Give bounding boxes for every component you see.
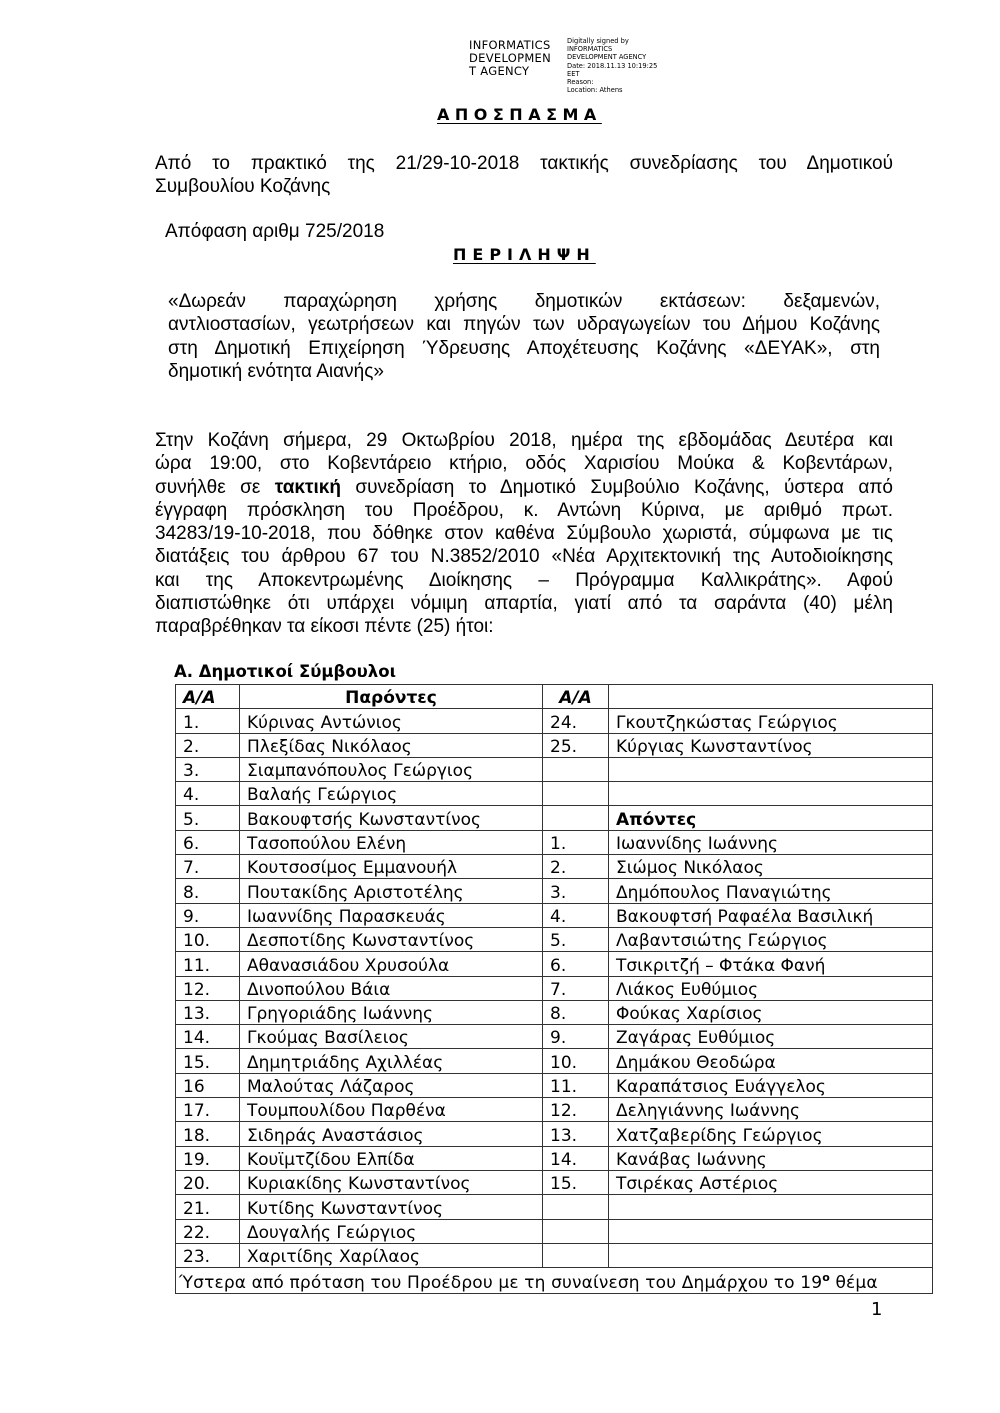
signature-meta-line: INFORMATICS <box>567 45 613 54</box>
row-number: 6. <box>176 830 240 854</box>
table-row <box>176 1122 933 1146</box>
row-number: 4. <box>176 782 240 806</box>
right-column-entry <box>609 1243 933 1267</box>
right-column-entry: Καραπάτσιος Ευάγγελος <box>609 1073 933 1097</box>
present-member: Γκούμας Βασίλειος <box>240 1025 543 1049</box>
row-number-right: 25. <box>543 733 609 757</box>
row-number-right: 5. <box>543 927 609 951</box>
row-number: 12. <box>176 976 240 1000</box>
row-number-right: 15. <box>543 1170 609 1194</box>
present-member: Δεσποτίδης Κωνσταντίνος <box>240 927 543 951</box>
present-member: Κουϊμτζίδου Ελπίδα <box>240 1146 543 1170</box>
signature-org-line: DEVELOPMEN <box>469 51 552 65</box>
absent-header: Απόντες <box>609 806 933 830</box>
row-number: 3. <box>176 757 240 781</box>
table-row <box>176 782 933 806</box>
right-column-entry: Κύργιας Κωνσταντίνος <box>609 733 933 757</box>
row-number-right: 14. <box>543 1146 609 1170</box>
body-text: συνήλθε σε <box>155 476 275 498</box>
body-line: έγγραφη πρόσκληση του Προέδρου, κ. Αντώνη Κύρινα, με αριθμό πρωτ. <box>155 499 893 521</box>
present-member: Σιδηράς Αναστάσιος <box>240 1122 543 1146</box>
row-number-right: 24. <box>543 709 609 733</box>
digital-signature-details <box>567 37 657 94</box>
table-row <box>176 952 933 976</box>
table-row <box>176 1025 933 1049</box>
header-right <box>609 685 933 709</box>
subject-line: στη Δημοτική Επιχείρηση Ύδρευσης Αποχέτευσης Κοζάνης «ΔΕΥΑΚ», στη <box>168 337 880 359</box>
row-number: 10. <box>176 927 240 951</box>
row-number: 9. <box>176 903 240 927</box>
row-number-right <box>543 1195 609 1219</box>
row-number: 11. <box>176 952 240 976</box>
footer-note <box>176 1268 933 1294</box>
header-aa-left: Α/Α <box>176 685 240 709</box>
header-present: Παρόντες <box>240 685 543 709</box>
table-row <box>176 1049 933 1073</box>
intro-line: Συμβουλίου Κοζάνης <box>155 176 331 197</box>
signature-meta-line: EET <box>567 69 580 78</box>
table-row <box>176 1195 933 1219</box>
present-member: Ιωαννίδης Παρασκευάς <box>240 903 543 927</box>
summary-title: ΠΕΡΙΛΗΨΗ <box>453 245 596 264</box>
table-row <box>176 1098 933 1122</box>
row-number-right: 6. <box>543 952 609 976</box>
table-row <box>176 927 933 951</box>
page-number: 1 <box>871 1299 883 1320</box>
right-column-entry: Τσιρέκας Αστέριος <box>609 1170 933 1194</box>
right-column-entry: Γκουτζηκώστας Γεώργιος <box>609 709 933 733</box>
right-column-entry: Δημόπουλος Παναγιώτης <box>609 879 933 903</box>
table-row <box>176 1170 933 1194</box>
present-member: Χαριτίδης Χαρίλαος <box>240 1243 543 1267</box>
right-column-entry: Τσικριτζή – Φτάκα Φανή <box>609 952 933 976</box>
right-column-entry: Κανάβας Ιωάννης <box>609 1146 933 1170</box>
row-number-right <box>543 782 609 806</box>
right-column-entry: Σιώμος Νικόλαος <box>609 855 933 879</box>
body-line: 34283/19-10-2018, που δόθηκε στον καθένα Σύμβουλο χωριστά, σύμφωνα με τις <box>155 523 893 545</box>
signature-org-line: T AGENCY <box>469 64 530 78</box>
body-line: και της Αποκεντρωμένης Διοίκησης – Πρόγραμμα Καλλικράτης». Αφού <box>155 569 893 591</box>
subject-line: δημοτική ενότητα Αιανής» <box>168 360 384 382</box>
row-number-right: 2. <box>543 855 609 879</box>
present-member: Βαλαής Γεώργιος <box>240 782 543 806</box>
table-row <box>176 1243 933 1267</box>
right-column-entry <box>609 1195 933 1219</box>
subject-line: αντλιοστασίων, γεωτρήσεων και πηγών των υδραγωγείων του Δήμου Κοζάνης <box>168 314 880 336</box>
ordinal-sup: ο <box>822 1271 830 1285</box>
present-member: Αθανασιάδου Χρυσούλα <box>240 952 543 976</box>
signature-location: Location: Athens <box>567 86 623 95</box>
signature-meta-line: DEVELOPMENT AGENCY <box>567 53 647 62</box>
body-line: διατάξεις του άρθρου 67 του Ν.3852/2010 «Νέα Αρχιτεκτονική της Αυτοδιοίκησης <box>155 546 893 568</box>
row-number: 23. <box>176 1243 240 1267</box>
present-member: Κύρινας Αντώνιος <box>240 709 543 733</box>
row-number-right: 8. <box>543 1000 609 1024</box>
right-column-entry: Δημάκου Θεοδώρα <box>609 1049 933 1073</box>
present-member: Μαλούτας Λάζαρος <box>240 1073 543 1097</box>
present-member: Δινοπούλου Βάια <box>240 976 543 1000</box>
row-number: 17. <box>176 1098 240 1122</box>
present-member: Κυριακίδης Κωνσταντίνος <box>240 1170 543 1194</box>
council-members-table <box>175 684 933 1294</box>
present-member: Γρηγοριάδης Ιωάννης <box>240 1000 543 1024</box>
row-number: 18. <box>176 1122 240 1146</box>
subject-paragraph <box>168 290 880 383</box>
table-row <box>176 709 933 733</box>
table-row <box>176 757 933 781</box>
table-row <box>176 903 933 927</box>
row-number: 15. <box>176 1049 240 1073</box>
present-member: Πουτακίδης Αριστοτέλης <box>240 879 543 903</box>
table-row <box>176 733 933 757</box>
right-column-entry <box>609 757 933 781</box>
row-number-right <box>543 1219 609 1243</box>
right-column-entry: Δεληγιάννης Ιωάννης <box>609 1098 933 1122</box>
table-row <box>176 855 933 879</box>
footer-tail: θέμα <box>829 1273 878 1294</box>
row-number: 13. <box>176 1000 240 1024</box>
meeting-type: τακτική <box>274 476 341 498</box>
row-number: 21. <box>176 1195 240 1219</box>
table-row <box>176 1219 933 1243</box>
section-heading: Α. Δημοτικοί Σύμβουλοι <box>174 662 397 681</box>
decision-number: Απόφαση αριθμ 725/2018 <box>165 221 385 242</box>
row-number-right: 12. <box>543 1098 609 1122</box>
row-number: 14. <box>176 1025 240 1049</box>
table-row <box>176 1073 933 1097</box>
signature-org-line: INFORMATICS <box>469 38 551 52</box>
row-number-right <box>543 757 609 781</box>
body-line: παραβρέθηκαν τα είκοσι πέντε (25) ήτοι: <box>155 616 494 638</box>
row-number-right: 1. <box>543 830 609 854</box>
row-number: 16 <box>176 1073 240 1097</box>
present-member: Δημητριάδης Αχιλλέας <box>240 1049 543 1073</box>
row-number: 5. <box>176 806 240 830</box>
present-member: Σιαμπανόπουλος Γεώργιος <box>240 757 543 781</box>
body-line <box>155 476 893 499</box>
row-number: 2. <box>176 733 240 757</box>
row-number: 19. <box>176 1146 240 1170</box>
row-number-right <box>543 806 609 830</box>
right-column-entry: Φούκας Χαρίσιος <box>609 1000 933 1024</box>
table-row <box>176 879 933 903</box>
table-footer-row <box>176 1268 933 1294</box>
right-column-entry: Λιάκος Ευθύμιος <box>609 976 933 1000</box>
row-number: 8. <box>176 879 240 903</box>
row-number-right: 10. <box>543 1049 609 1073</box>
row-number: 1. <box>176 709 240 733</box>
signature-organization <box>469 39 551 78</box>
right-column-entry: Ιωαννίδης Ιωάννης <box>609 830 933 854</box>
table-row <box>176 976 933 1000</box>
right-column-entry: Ζαγάρας Ευθύμιος <box>609 1025 933 1049</box>
body-paragraph <box>155 429 893 639</box>
row-number: 7. <box>176 855 240 879</box>
header-aa-right: Α/Α <box>543 685 609 709</box>
subject-line: «Δωρεάν παραχώρηση χρήσης δημοτικών εκτάσεων: δεξαμενών, <box>168 291 880 312</box>
document-title: ΑΠΟΣΠΑΣΜΑ <box>437 105 602 124</box>
right-column-entry: Χατζαβερίδης Γεώργιος <box>609 1122 933 1146</box>
present-member: Δουγαλής Γεώργιος <box>240 1219 543 1243</box>
table-row <box>176 1146 933 1170</box>
body-line: διαπιστώθηκε ότι υπάρχει νόμιμη απαρτία, γιατί από τα σαράντα (40) μέλη <box>155 593 893 615</box>
table-row <box>176 806 933 830</box>
present-member: Βακουφτσής Κωνσταντίνος <box>240 806 543 830</box>
signature-reason: Reason: <box>567 78 594 87</box>
signature-meta-line: Digitally signed by <box>567 37 629 45</box>
intro-paragraph <box>155 152 893 198</box>
row-number-right: 9. <box>543 1025 609 1049</box>
row-number-right: 4. <box>543 903 609 927</box>
row-number: 22. <box>176 1219 240 1243</box>
right-column-entry <box>609 782 933 806</box>
footer-text: Ύστερα από πρόταση του Προέδρου με τη συναίνεση του Δημάρχου το 19 <box>179 1273 823 1294</box>
body-line: Στην Κοζάνη σήμερα, 29 Οκτωβρίου 2018, ημέρα της εβδομάδας Δευτέρα και <box>155 430 893 451</box>
body-line: ώρα 19:00, στο Κοβεντάρειο κτήριο, οδός Χαρισίου Μούκα & Κοβεντάρων, <box>155 453 893 475</box>
present-member: Κουτσοσίμος Εμμανουήλ <box>240 855 543 879</box>
present-member: Πλεξίδας Νικόλαος <box>240 733 543 757</box>
table-row <box>176 830 933 854</box>
table-header-row <box>176 685 933 709</box>
row-number-right: 7. <box>543 976 609 1000</box>
right-column-entry: Λαβαντσιώτης Γεώργιος <box>609 927 933 951</box>
row-number: 20. <box>176 1170 240 1194</box>
right-column-entry: Βακουφτσή Ραφαέλα Βασιλική <box>609 903 933 927</box>
row-number-right: 13. <box>543 1122 609 1146</box>
body-text: συνεδρίαση το Δημοτικό Συμβούλιο Κοζάνης, ύστερα από <box>340 476 893 498</box>
present-member: Κυτίδης Κωνσταντίνος <box>240 1195 543 1219</box>
row-number-right <box>543 1243 609 1267</box>
right-column-entry <box>609 1219 933 1243</box>
row-number-right: 11. <box>543 1073 609 1097</box>
signature-date: Date: 2018.11.13 10:19:25 <box>567 61 658 70</box>
present-member: Τουμπουλίδου Παρθένα <box>240 1098 543 1122</box>
present-member: Τασοπούλου Ελένη <box>240 830 543 854</box>
intro-line: Από το πρακτικό της 21/29-10-2018 τακτικής συνεδρίασης του Δημοτικού <box>155 153 893 174</box>
row-number-right: 3. <box>543 879 609 903</box>
table-row <box>176 1000 933 1024</box>
